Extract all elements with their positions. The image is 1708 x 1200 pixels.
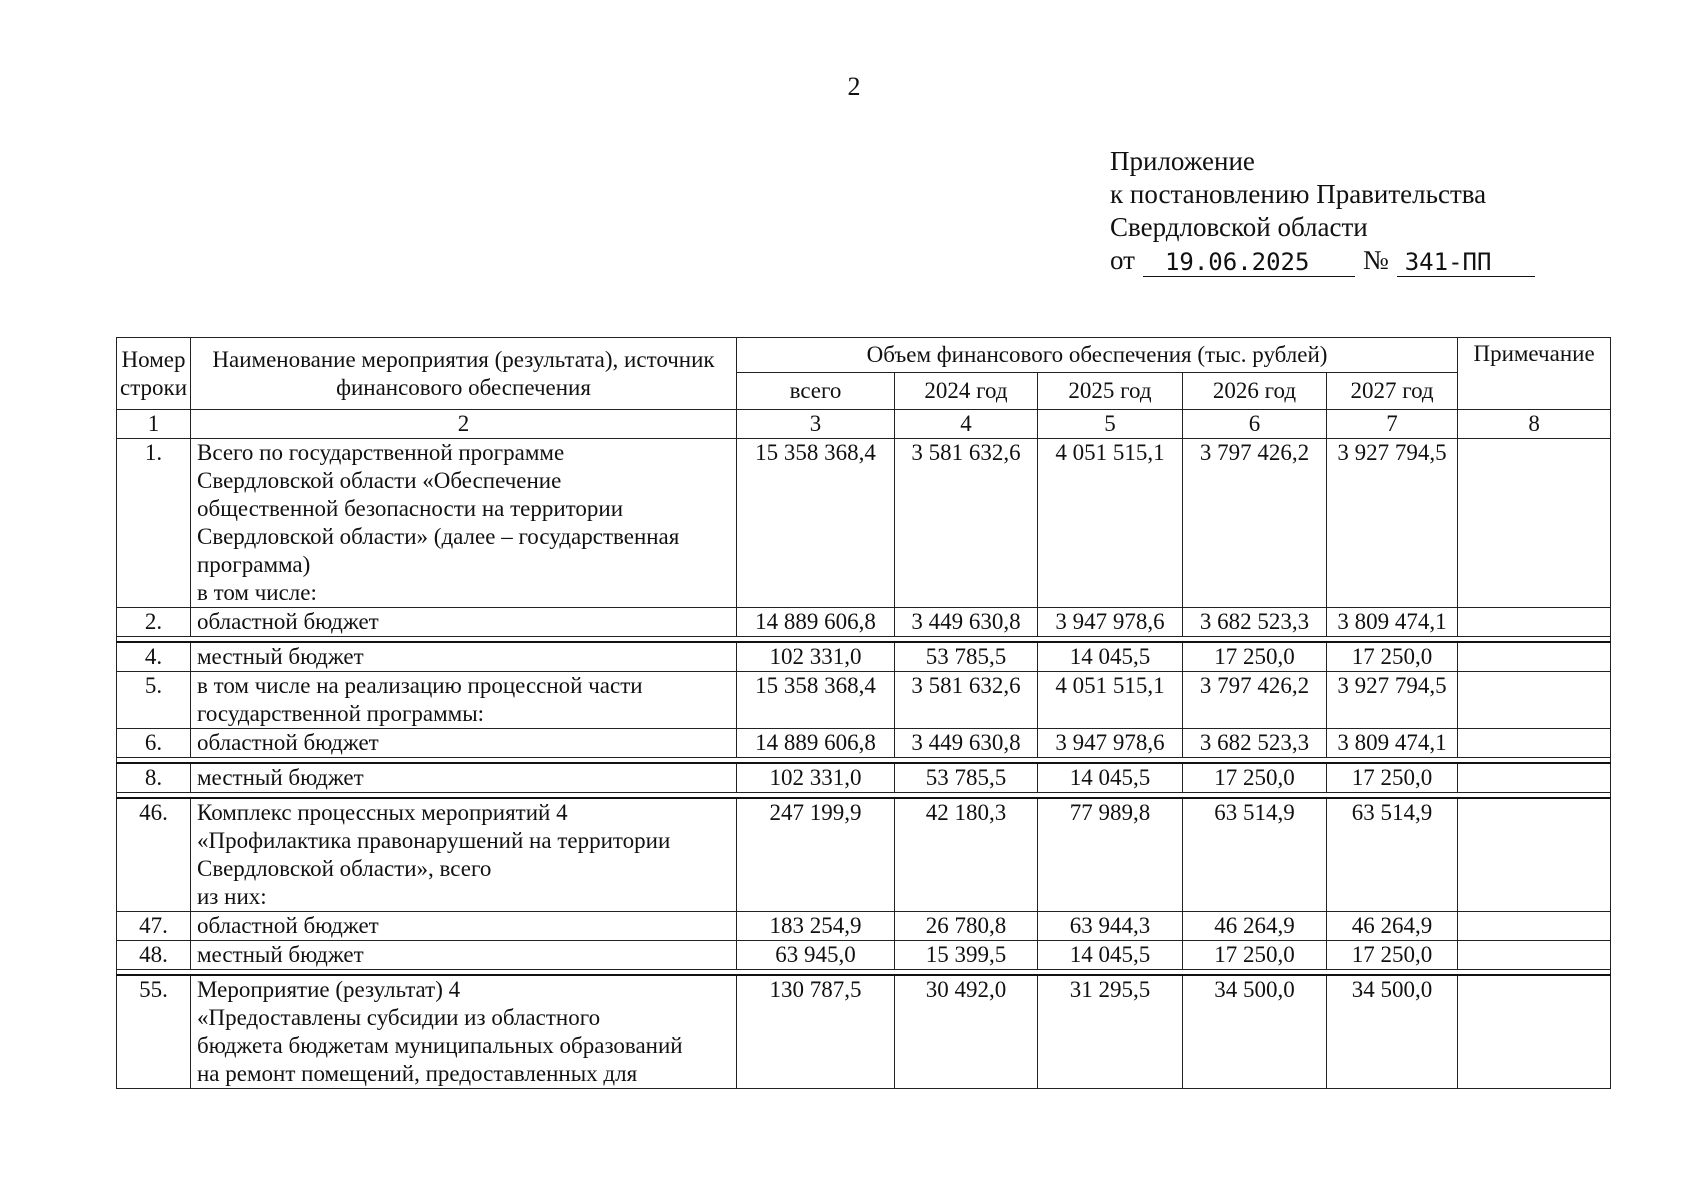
row-name	[191, 729, 737, 758]
value-2027: 3 809 474,1	[1327, 608, 1458, 637]
value-total: 63 945,0	[737, 941, 895, 970]
row-name	[191, 798, 737, 912]
value-total: 14 889 606,8	[737, 608, 895, 637]
header-total: всего	[737, 373, 895, 410]
row-number: 6.	[117, 729, 191, 758]
row-name-line: местный бюджет	[197, 644, 364, 669]
value-total: 102 331,0	[737, 642, 895, 672]
header-2024: 2024 год	[895, 373, 1038, 410]
page-number: 2	[847, 72, 861, 101]
value-2024: 3 581 632,6	[895, 439, 1038, 608]
row-name-line: Свердловской области», всего	[197, 856, 492, 881]
value-2025: 4 051 515,1	[1038, 672, 1183, 729]
row-number: 2.	[117, 608, 191, 637]
row-number: 1.	[117, 439, 191, 608]
row-name	[191, 642, 737, 672]
value-2024: 53 785,5	[895, 642, 1038, 672]
value-2025: 31 295,5	[1038, 975, 1183, 1089]
row-name-line: Комплекс процессных мероприятий 4	[197, 800, 568, 825]
value-2024: 15 399,5	[895, 941, 1038, 970]
column-number-row	[117, 410, 1611, 439]
value-total: 247 199,9	[737, 798, 895, 912]
row-note	[1458, 763, 1611, 793]
row-name	[191, 672, 737, 729]
value-2025: 14 045,5	[1038, 763, 1183, 793]
value-2026: 3 797 426,2	[1183, 439, 1327, 608]
row-number: 46.	[117, 798, 191, 912]
value-total: 130 787,5	[737, 975, 895, 1089]
value-2024: 3 449 630,8	[895, 729, 1038, 758]
header-name: Наименование мероприятия (результата), источник финансового обеспечения	[191, 338, 737, 410]
row-name	[191, 608, 737, 637]
value-2025: 14 045,5	[1038, 941, 1183, 970]
row-name-line: областной бюджет	[197, 730, 379, 755]
header-2026: 2026 год	[1183, 373, 1327, 410]
header-2027: 2027 год	[1327, 373, 1458, 410]
table-row	[117, 941, 1611, 970]
value-2024: 30 492,0	[895, 975, 1038, 1089]
value-2026: 17 250,0	[1183, 941, 1327, 970]
column-number: 4	[895, 410, 1038, 439]
table-row	[117, 912, 1611, 941]
row-number: 48.	[117, 941, 191, 970]
row-name-line: местный бюджет	[197, 942, 364, 967]
table-row	[117, 975, 1611, 1089]
row-name-line: местный бюджет	[197, 765, 364, 790]
row-note	[1458, 608, 1611, 637]
row-note	[1458, 642, 1611, 672]
from-label: от	[1110, 245, 1135, 275]
row-note	[1458, 439, 1611, 608]
value-2026: 17 250,0	[1183, 642, 1327, 672]
column-number: 8	[1458, 410, 1611, 439]
value-2024: 3 449 630,8	[895, 608, 1038, 637]
row-name-line: программа)	[197, 552, 311, 577]
value-2025: 77 989,8	[1038, 798, 1183, 912]
row-number: 5.	[117, 672, 191, 729]
row-name	[191, 975, 737, 1089]
row-name-line: областной бюджет	[197, 913, 379, 938]
value-2027: 3 809 474,1	[1327, 729, 1458, 758]
appendix-header	[1110, 145, 1535, 277]
resolution-number: 341-ПП	[1397, 248, 1535, 277]
column-number: 6	[1183, 410, 1327, 439]
appendix-date-number-line	[1110, 244, 1535, 277]
row-number: 8.	[117, 763, 191, 793]
value-2027: 17 250,0	[1327, 941, 1458, 970]
row-name-line: «Профилактика правонарушений на территории	[197, 828, 671, 853]
resolution-date: 19.06.2025	[1143, 248, 1355, 277]
table-row	[117, 672, 1611, 729]
table-row	[117, 798, 1611, 912]
row-name	[191, 439, 737, 608]
row-name-line: Всего по государственной программе	[197, 440, 565, 465]
column-number: 5	[1038, 410, 1183, 439]
column-number: 7	[1327, 410, 1458, 439]
value-2026: 3 682 523,3	[1183, 608, 1327, 637]
appendix-line-1: Приложение	[1110, 146, 1255, 176]
value-2027: 3 927 794,5	[1327, 672, 1458, 729]
row-note	[1458, 912, 1611, 941]
row-note	[1458, 672, 1611, 729]
appendix-line-2: к постановлению Правительства	[1110, 179, 1487, 209]
value-total: 15 358 368,4	[737, 439, 895, 608]
row-note	[1458, 798, 1611, 912]
value-2027: 17 250,0	[1327, 642, 1458, 672]
row-name-line: общественной безопасности на территории	[197, 496, 624, 521]
table-row	[117, 642, 1611, 672]
row-note	[1458, 729, 1611, 758]
value-total: 15 358 368,4	[737, 672, 895, 729]
row-note	[1458, 975, 1611, 1089]
value-2026: 46 264,9	[1183, 912, 1327, 941]
value-2027: 17 250,0	[1327, 763, 1458, 793]
row-name-line: бюджета бюджетам муниципальных образований	[197, 1033, 683, 1058]
table-row	[117, 608, 1611, 637]
column-number: 1	[117, 410, 191, 439]
value-2026: 3 797 426,2	[1183, 672, 1327, 729]
table-row	[117, 439, 1611, 608]
row-name	[191, 763, 737, 793]
header-note: Примечание	[1458, 338, 1611, 410]
funding-table	[116, 337, 1611, 1089]
column-number: 3	[737, 410, 895, 439]
row-name-line: Мероприятие (результат) 4	[197, 977, 461, 1002]
value-total: 183 254,9	[737, 912, 895, 941]
row-number: 47.	[117, 912, 191, 941]
value-2026: 3 682 523,3	[1183, 729, 1327, 758]
header-funding-group: Объем финансового обеспечения (тыс. рублей)	[737, 338, 1458, 373]
header-2025: 2025 год	[1038, 373, 1183, 410]
value-2025: 14 045,5	[1038, 642, 1183, 672]
header-row-number: Номер строки	[117, 338, 191, 410]
row-name-line: в том числе:	[197, 580, 317, 605]
row-name	[191, 912, 737, 941]
value-2027: 34 500,0	[1327, 975, 1458, 1089]
value-2027: 3 927 794,5	[1327, 439, 1458, 608]
row-name-line: на ремонт помещений, предоставленных для	[197, 1061, 638, 1086]
number-label: №	[1362, 245, 1389, 275]
row-number: 4.	[117, 642, 191, 672]
column-number: 2	[191, 410, 737, 439]
row-name-line: «Предоставлены субсидии из областного	[197, 1005, 601, 1030]
value-2025: 3 947 978,6	[1038, 729, 1183, 758]
value-2024: 53 785,5	[895, 763, 1038, 793]
row-number: 55.	[117, 975, 191, 1089]
value-2025: 3 947 978,6	[1038, 608, 1183, 637]
row-name-line: Свердловской области «Обеспечение	[197, 468, 562, 493]
value-2024: 3 581 632,6	[895, 672, 1038, 729]
value-2027: 46 264,9	[1327, 912, 1458, 941]
value-2026: 34 500,0	[1183, 975, 1327, 1089]
row-note	[1458, 941, 1611, 970]
value-2027: 63 514,9	[1327, 798, 1458, 912]
value-2026: 63 514,9	[1183, 798, 1327, 912]
appendix-line-3: Свердловской области	[1110, 212, 1368, 242]
row-name-line: в том числе на реализацию процессной части	[197, 673, 643, 698]
row-name-line: областной бюджет	[197, 609, 379, 634]
value-total: 102 331,0	[737, 763, 895, 793]
row-name-line: из них:	[197, 884, 267, 909]
row-name-line: Свердловской области» (далее – государственная	[197, 524, 680, 549]
value-2025: 63 944,3	[1038, 912, 1183, 941]
value-total: 14 889 606,8	[737, 729, 895, 758]
table-row	[117, 729, 1611, 758]
value-2025: 4 051 515,1	[1038, 439, 1183, 608]
row-name	[191, 941, 737, 970]
value-2024: 42 180,3	[895, 798, 1038, 912]
table-row	[117, 763, 1611, 793]
row-name-line: государственной программы:	[197, 701, 485, 726]
value-2024: 26 780,8	[895, 912, 1038, 941]
value-2026: 17 250,0	[1183, 763, 1327, 793]
